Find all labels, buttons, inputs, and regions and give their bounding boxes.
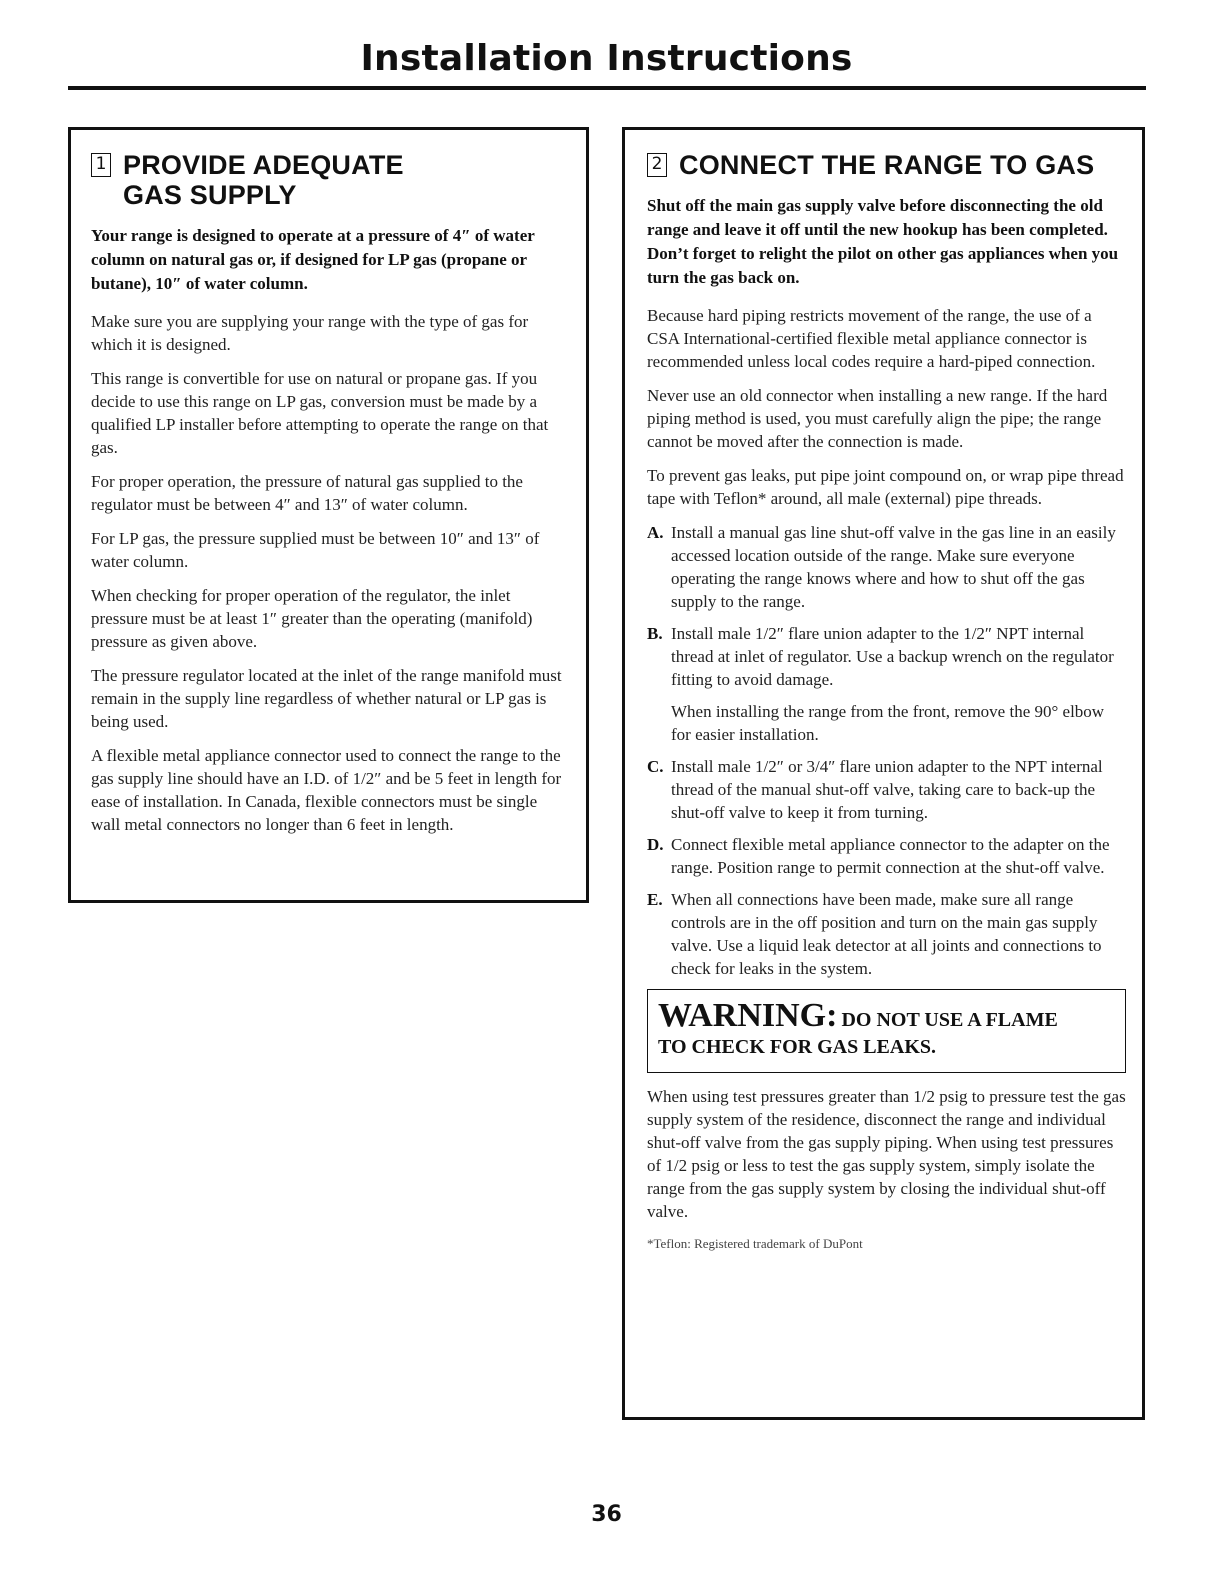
step2-paragraph: To prevent gas leaks, put pipe joint compound on, or wrap pipe thread tape with Teflon* around, all male (external) pipe threads. bbox=[647, 466, 1124, 508]
step1-paragraph: A flexible metal appliance connector used to connect the range to the gas supply line should have an I.D. of 1/2″ and be 5 feet in length for ease of installation. In Canada, flexible connectors must be single wall metal connectors no longer than 6 feet in length. bbox=[91, 746, 562, 834]
warning-word: WARNING: bbox=[658, 997, 838, 1034]
warning-text-line2: TO CHECK FOR GAS LEAKS. bbox=[658, 1036, 937, 1058]
list-item-letter: C. bbox=[647, 757, 664, 776]
step1-paragraph: Make sure you are supplying your range with the type of gas for which it is designed. bbox=[91, 312, 529, 354]
list-item-letter: E. bbox=[647, 890, 663, 909]
step2-paragraph: Because hard piping restricts movement of the range, the use of a CSA International-certified flexible metal appliance connector is recommended unless local codes require a hard-piped connection. bbox=[647, 306, 1096, 371]
list-item-text: When all connections have been made, make sure all range controls are in the off position and turn on the main gas supply valve. Use a liquid leak detector at all joints and connections to check for leaks in the system. bbox=[671, 890, 1102, 978]
pressure-test-paragraph: When using test pressures greater than 1/2 psig to pressure test the gas supply system of the residence, disconnect the range and individual shut-off valve from the gas supply piping. When using test pressures of 1/2 psig or less to test the gas supply system, simply isolate the range from the gas supply system by closing the individual shut-off valve. bbox=[647, 1087, 1126, 1221]
title-rule bbox=[68, 86, 1146, 90]
list-item-text: Connect flexible metal appliance connector to the adapter on the range. Position range to permit connection at the shut-off valve. bbox=[671, 835, 1110, 877]
step1-panel bbox=[68, 127, 589, 903]
step2-number-box: 2 bbox=[647, 153, 667, 177]
step1-title bbox=[123, 150, 404, 210]
list-item-b-note: When installing the range from the front, remove the 90° elbow for easier installation. bbox=[671, 702, 1105, 744]
step1-paragraph: This range is convertible for use on natural or propane gas. If you decide to use this range on LP gas, conversion must be made by a qualified LP installer before attempting to operate the range on that gas. bbox=[91, 369, 549, 457]
page-title: Installation Instructions bbox=[360, 38, 853, 79]
list-item-c bbox=[647, 755, 1126, 824]
warning-box bbox=[647, 989, 1126, 1073]
list-item-d bbox=[647, 833, 1126, 879]
step1-title-line2: GAS SUPPLY bbox=[123, 180, 297, 210]
step1-header bbox=[91, 150, 568, 210]
step2-paragraph: Never use an old connector when installing a new range. If the hard piping method is used, you must carefully align the pipe; the range cannot be moved after the connection is made. bbox=[647, 386, 1108, 451]
step1-paragraph: For LP gas, the pressure supplied must be between 10″ and 13″ of water column. bbox=[91, 529, 540, 571]
step1-paragraph: The pressure regulator located at the inlet of the range manifold must remain in the supply line regardless of whether natural or LP gas is being used. bbox=[91, 666, 562, 731]
step1-paragraph: For proper operation, the pressure of natural gas supplied to the regulator must be between 4″ and 13″ of water column. bbox=[91, 472, 523, 514]
list-item-text: Install a manual gas line shut-off valve in the gas line in an easily accessed location outside of the range. Make sure everyone operating the range knows where and how to shut off the gas supply to the range. bbox=[671, 523, 1116, 611]
step1-number-box: 1 bbox=[91, 153, 111, 177]
list-item-letter: B. bbox=[647, 624, 663, 643]
list-item-letter: D. bbox=[647, 835, 664, 854]
step1-title-line1: PROVIDE ADEQUATE bbox=[123, 150, 404, 180]
warning-heading bbox=[658, 998, 1115, 1034]
list-item-text: Install male 1/2″ or 3/4″ flare union adapter to the NPT internal thread of the manual shut-off valve, taking care to back-up the shut-off valve to keep it from turning. bbox=[671, 757, 1103, 822]
step2-header bbox=[647, 150, 1126, 180]
step1-lead: Your range is designed to operate at a pressure of 4″ of water column on natural gas or, if designed for LP gas (propane or butane), 10″ of water column. bbox=[91, 226, 535, 293]
step1-paragraph: When checking for proper operation of the regulator, the inlet pressure must be at least 1″ greater than the operating (manifold) pressure as given above. bbox=[91, 586, 533, 651]
step2-lead: Shut off the main gas supply valve before disconnecting the old range and leave it off until the new hookup has been completed. Don’t forget to relight the pilot on other gas appliances when you turn the gas back on. bbox=[647, 196, 1119, 287]
list-item-letter: A. bbox=[647, 523, 664, 542]
warning-text: DO NOT USE A FLAME bbox=[841, 1009, 1058, 1031]
trademark-footnote: *Teflon: Registered trademark of DuPont bbox=[647, 1236, 863, 1251]
list-item-b bbox=[647, 622, 1126, 691]
page-number: 36 bbox=[591, 1502, 622, 1527]
step2-title: CONNECT THE RANGE TO GAS bbox=[679, 150, 1095, 180]
step2-panel bbox=[622, 127, 1145, 1420]
list-item-e bbox=[647, 888, 1126, 980]
list-item-text: Install male 1/2″ flare union adapter to the 1/2″ NPT internal thread at inlet of regulator. Use a backup wrench on the regulator fitting to avoid damage. bbox=[671, 624, 1114, 689]
list-item-a bbox=[647, 521, 1126, 613]
